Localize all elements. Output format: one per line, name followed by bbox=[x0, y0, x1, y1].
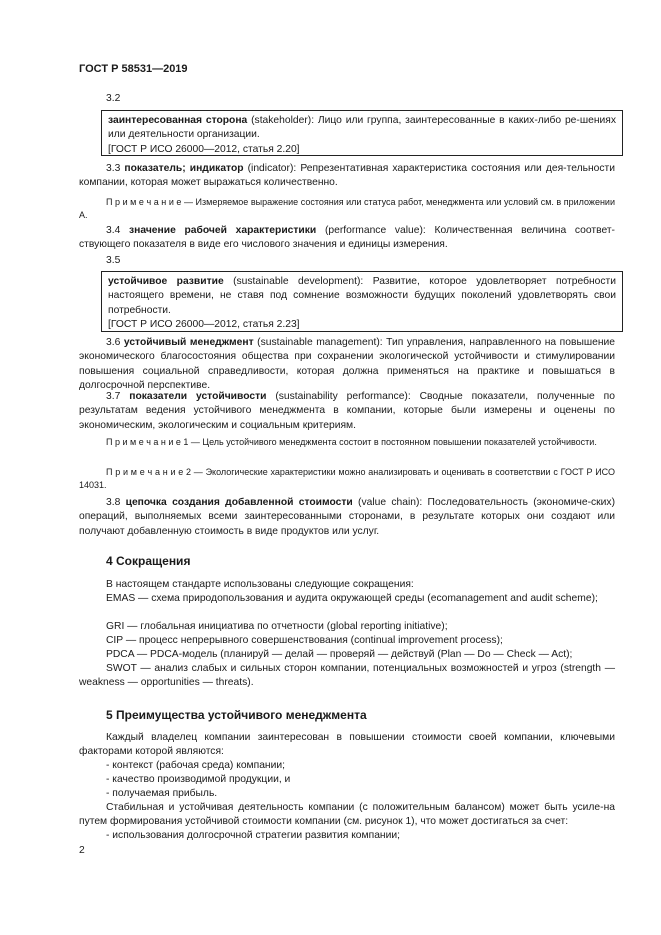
abbr-emas: EMAS — схема природопользования и аудита окружающей среды (ecomanagement and audit scheme); bbox=[106, 593, 598, 604]
term-3-2-reference: [ГОСТ Р ИСО 26000—2012, статья 2.20] bbox=[108, 143, 300, 155]
note-3-3: П р и м е ч а н и е — Измеряемое выражение состояния или статуса работ, менеджмента или условий см. в приложении А. bbox=[79, 197, 615, 221]
abbr-pdca: PDCA — PDCA-модель (планируй — делай — проверяй — действуй (Plan — Do — Check — Act); bbox=[106, 649, 573, 660]
term-3-8: 3.8 цепочка создания добавленной стоимости (value chain): Последовательность (экономиче-ских) операций, выполняемых всеми заинтересованными сторонами, в результате которых они создают или получают добавленную стоимость в виде продуктов или услуг. bbox=[79, 497, 615, 537]
bullet-strategy: - использования долгосрочной стратегии развития компании; bbox=[106, 830, 400, 841]
bullet-profit: - получаемая прибыль. bbox=[106, 788, 218, 799]
term-3-2-definition: (stakeholder): Лицо или группа, заинтересованные в каких-либо ре-шениях или деятельности организации. bbox=[108, 115, 616, 141]
term-number-3-2: 3.2 bbox=[106, 93, 121, 104]
term-3-5: устойчивое развитие bbox=[108, 276, 224, 287]
abbr-cip: CIP — процесс непрерывного совершенствования (continual improvement process); bbox=[106, 635, 503, 646]
term-3-4: 3.4 значение рабочей характеристики (performance value): Количественная величина соответ-ствующего показателя в виде его числового значения и единицы измерения. bbox=[79, 225, 615, 251]
document-header: ГОСТ Р 58531—2019 bbox=[79, 63, 188, 75]
bullet-context: - контекст (рабочая среда) компании; bbox=[106, 760, 285, 771]
section-5-para-2: Стабильная и устойчивая деятельность компании (с положительным балансом) может быть усиле-на путем формирования устойчивой стоимости компании (см. рисунок 1), что может достигаться за счет: bbox=[79, 802, 615, 828]
section-4-title: 4 Сокращения bbox=[106, 554, 191, 568]
abbr-gri: GRI — глобальная инициатива по отчетности (global reporting initiative); bbox=[106, 621, 448, 632]
term-3-3: 3.3 показатель; индикатор (indicator): Репрезентативная характеристика состояния или дея-тельности компании, которая может выражаться количественно. bbox=[79, 163, 616, 189]
term-3-6: 3.6 устойчивый менеджмент (sustainable management): Тип управления, направленного на повышение экономического благосостояния общества при сохранении экологической устойчивости и стимулировании повышения социальной справедливости, которая должна применяться на практике и повышаться в долгосрочной перспективе. bbox=[79, 337, 615, 392]
abbr-swot: SWOT — анализ слабых и сильных сторон компании, потенциальных возможностей и угроз (strength — weakness — opportunities — threats). bbox=[79, 663, 615, 689]
term-3-5-definition: (sustainable development): Развитие, которое удовлетворяет потребности настоящего времени, не ставя под сомнение возможности будущих поколений удовлетворять свои потребности. bbox=[108, 276, 617, 316]
term-3-7: 3.7 показатели устойчивости (sustainability performance): Сводные показатели, полученные по результатам ведения устойчивого менеджмента в компании, которые были измерены и оценены по экономическим, экологическим и социальным критериям. bbox=[79, 391, 615, 431]
note-3-7-2: П р и м е ч а н и е 2 — Экологические характеристики можно анализировать и оценивать в соответствии с ГОСТ Р ИСО 14031. bbox=[79, 467, 615, 491]
section-5-title: 5 Преимущества устойчивого менеджмента bbox=[106, 708, 367, 722]
term-3-5-reference: [ГОСТ Р ИСО 26000—2012, статья 2.23] bbox=[108, 319, 300, 331]
term-number-3-5: 3.5 bbox=[106, 255, 121, 266]
term-box-3-2 bbox=[101, 110, 623, 156]
page-number: 2 bbox=[79, 845, 85, 856]
bullet-quality: - качество производимой продукции, и bbox=[106, 774, 291, 785]
note-3-7-1: П р и м е ч а н и е 1 — Цель устойчивого менеджмента состоит в постоянном повышении показателей устойчивости. bbox=[106, 437, 597, 447]
section-5-para-1: Каждый владелец компании заинтересован в повышении стоимости своей компании, ключевыми факторами которой являются: bbox=[79, 732, 615, 758]
term-3-2: заинтересованная сторона bbox=[108, 115, 248, 126]
term-box-3-5 bbox=[101, 271, 623, 332]
section-4-intro: В настоящем стандарте использованы следующие сокращения: bbox=[106, 579, 414, 590]
